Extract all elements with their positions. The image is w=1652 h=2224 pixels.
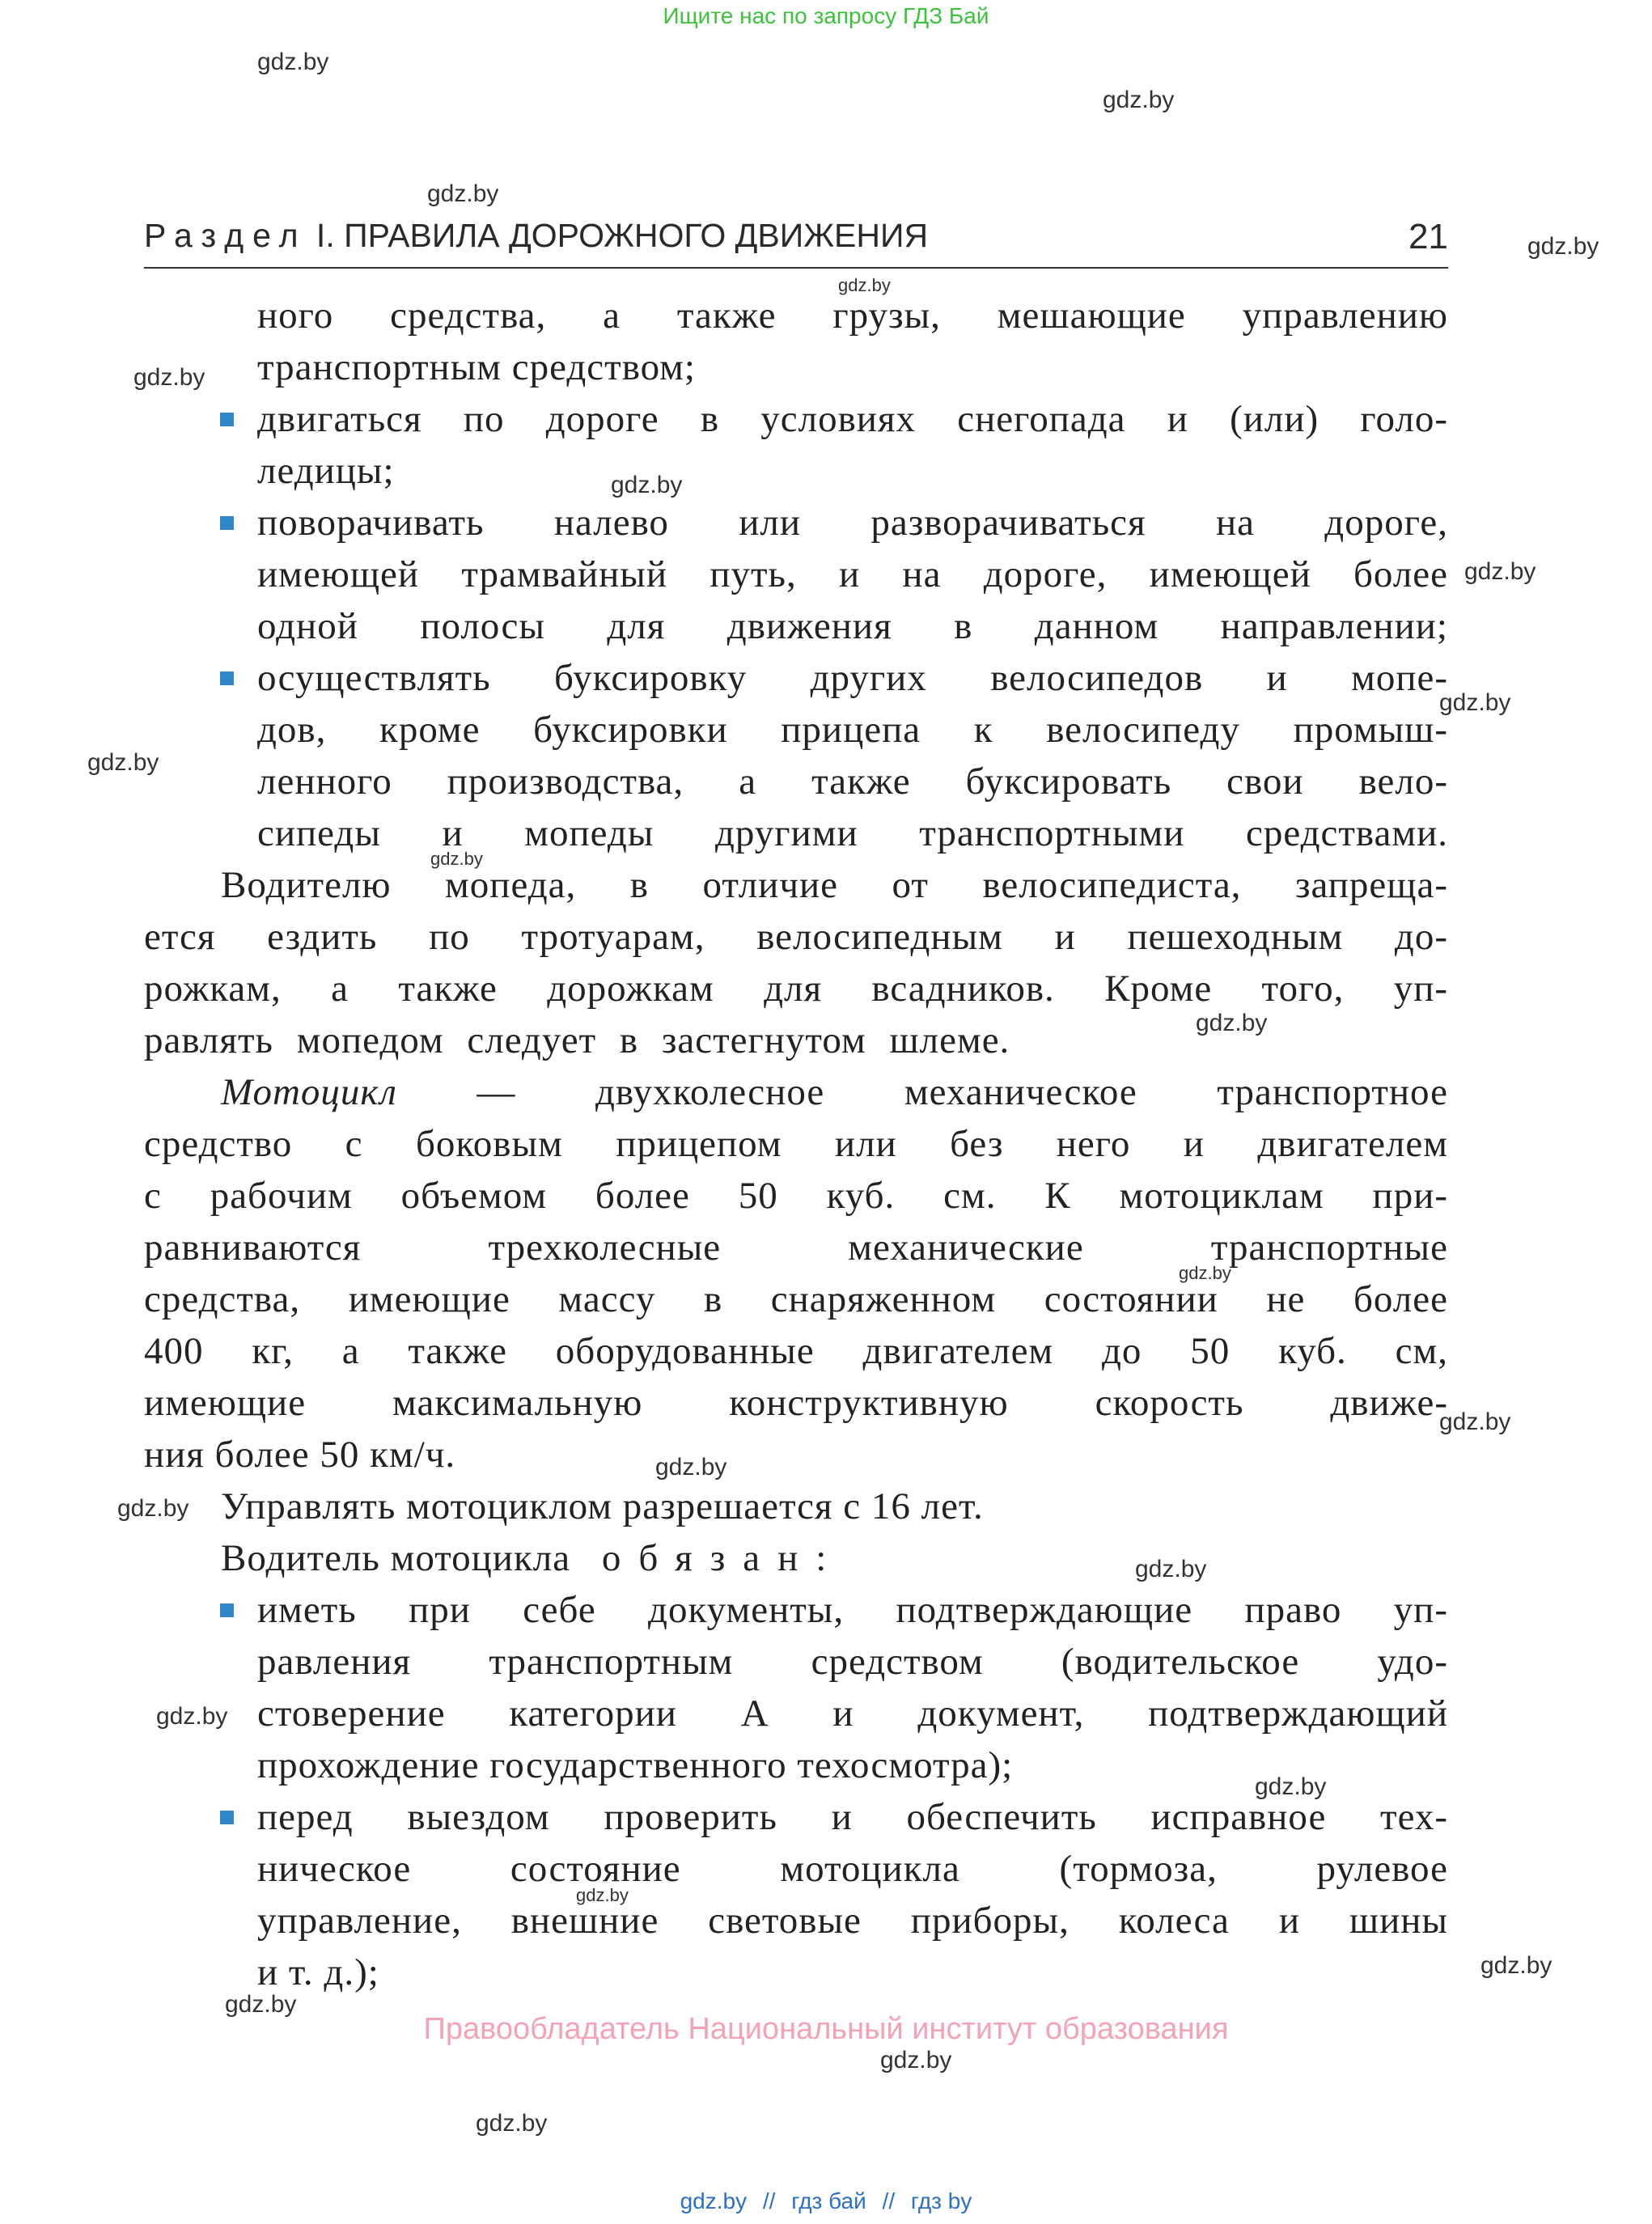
watermark: gdz.by [1255,1773,1327,1800]
link-gdz-by[interactable]: gdz.by [680,2188,748,2213]
watermark: gdz.by [1179,1263,1231,1283]
text-line: ническое состояние мотоцикла (тормоза, рулевое [257,1848,1448,1890]
text-line: одной полосы для движения в данном направлении; [257,605,1448,647]
text-line: средства, имеющие массу в снаряженном состоянии не более [144,1278,1448,1320]
watermark: gdz.by [1464,558,1536,585]
top-banner: Ищите нас по запросу ГДЗ Бай [663,3,989,28]
text-line [221,1532,844,1584]
text-line: сипеды и мопеды другими транспортными средствами. [257,812,1448,854]
text-line: с рабочим объемом более 50 куб. см. К мотоциклам при- [144,1175,1448,1217]
text-line: управление, внешние световые приборы, колеса и шины [257,1900,1448,1942]
watermark: gdz.by [87,749,159,776]
text-line: Управлять мотоциклом разрешается с 16 лет. [221,1485,984,1527]
bullet-marker [220,1603,234,1617]
text-line: ния более 50 км/ч. [144,1434,456,1476]
spaced-word: обязан: [601,1537,845,1579]
bottom-links [0,2188,1652,2214]
watermark: gdz.by [576,1885,629,1905]
watermark: gdz.by [1103,87,1175,113]
watermark: gdz.by [476,2110,548,2137]
link-gdz-bai[interactable]: гдз бай [791,2188,866,2213]
watermark: gdz.by [117,1495,189,1522]
watermark: gdz.by [133,364,205,391]
watermark: gdz.by [156,1703,228,1730]
text-line: двигаться по дороге в условиях снегопада и (или) голо- [257,398,1448,440]
text-line: равлять мопедом следует в застегнутом шлеме. [144,1019,1010,1061]
text-line: осуществлять буксировку других велосипедов и мопе- [257,657,1448,699]
text-line: транспортным средством; [257,346,696,388]
section-word: Раздел [144,217,307,254]
watermark: gdz.by [427,180,499,207]
watermark: gdz.by [225,1991,297,2018]
watermark: gdz.by [838,275,891,295]
watermark: gdz.by [257,49,329,75]
text-line: имеющей трамвайный путь, и на дороге, имеющей более [257,553,1448,595]
text-line: дов, кроме буксировки прицепа к велосипеду промыш- [257,709,1448,751]
text-line: равления транспортным средством (водительское удо- [257,1641,1448,1683]
watermark: gdz.by [1439,689,1511,716]
text-line: иметь при себе документы, подтверждающие право уп- [257,1589,1448,1631]
text-line: перед выездом проверить и обеспечить исправное тех- [257,1796,1448,1838]
bullet-marker [220,1811,234,1824]
text-line: 400 кг, а также оборудованные двигателем до 50 куб. см, [144,1330,1448,1372]
watermark: gdz.by [655,1454,727,1481]
text-line: ется ездить по тротуарам, велосипедным и пешеходным до- [144,916,1448,958]
text-line: ленного производства, а также буксировать свои вело- [257,760,1448,803]
link-separator: // [762,2188,776,2213]
text-line: имеющие максимальную конструктивную скорость движе- [144,1382,1448,1424]
section-title: I. ПРАВИЛА ДОРОЖНОГО ДВИЖЕНИЯ [316,217,929,254]
watermark: gdz.by [1527,233,1599,260]
bullet-marker [220,516,234,530]
bullet-marker [220,413,234,426]
text-fragment: Водитель мотоцикла [221,1537,571,1579]
bullet-marker [220,671,234,685]
watermark: gdz.by [1135,1556,1207,1582]
text-line: рожкам, а также дорожкам для всадников. Кроме того, уп- [144,968,1448,1010]
page-number: 21 [1408,217,1448,256]
text-line: равниваются трехколесные механические транспортные [144,1226,1448,1269]
text-line: стоверение категории А и документ, подтверждающий [257,1692,1448,1735]
text-line: и т. д.); [257,1951,379,1993]
watermark: gdz.by [611,472,683,498]
watermark: gdz.by [1439,1409,1511,1435]
watermark: gdz.by [880,2047,952,2074]
watermark: gdz.by [430,849,483,869]
copyright-note: Правообладатель Национальный институт образования [423,2012,1229,2046]
text-line: ледицы; [257,450,395,492]
watermark: gdz.by [1196,1010,1268,1036]
running-header [144,217,1448,269]
text-line: поворачивать налево или разворачиваться на дороге, [257,502,1448,544]
text-line: прохождение государственного техосмотра); [257,1744,1014,1786]
link-gdz-by-ru[interactable]: гдз by [910,2188,972,2213]
text-line: средство с боковым прицепом или без него и двигателем [144,1123,1448,1165]
link-separator: // [882,2188,896,2213]
term-motorcycle: Мотоцикл [221,1071,397,1113]
text-line [221,1066,1448,1118]
text-line: ного средства, а также грузы, мешающие управлению [257,294,1448,337]
watermark: gdz.by [1480,1952,1552,1979]
text-line: Водителю мопеда, в отличие от велосипедиста, запреща- [221,864,1448,906]
text-fragment: — двухколесное механическое транспортное [396,1071,1448,1113]
